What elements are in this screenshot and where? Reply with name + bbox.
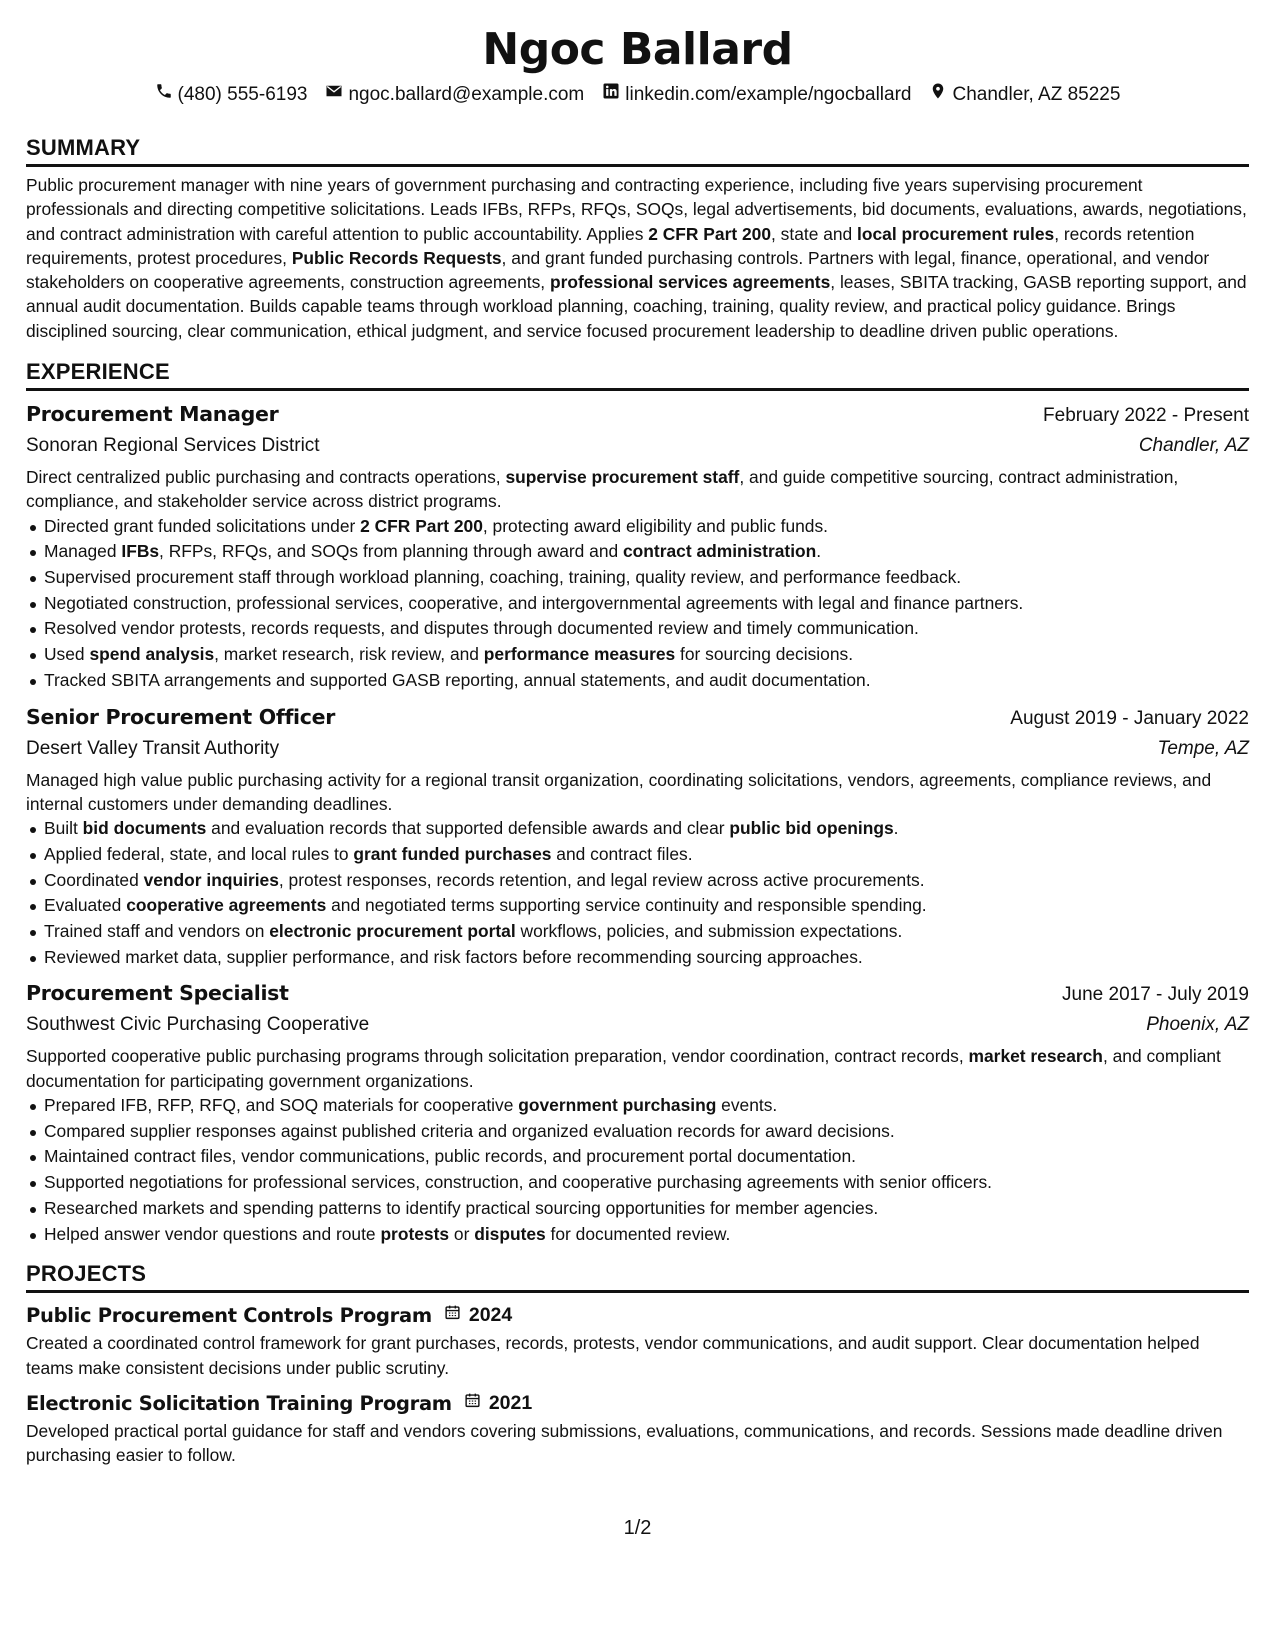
project-description: Developed practical portal guidance for staff and vendors covering submissions, evaluations, communications, and records. Sessions made deadline driven purchasing easier to follow.: [26, 1420, 1223, 1466]
bullet-item: Reviewed market data, supplier performance, and risk factors before recommending sourcing approaches.: [26, 945, 1249, 971]
bold-phrase: bid documents: [82, 818, 207, 839]
bullet-item: Supervised procurement staff through workload planning, coaching, training, quality review, and performance feedback.: [26, 565, 1249, 591]
summary-heading: SUMMARY: [26, 135, 1249, 167]
job-bullets: [26, 1093, 1249, 1247]
linkedin-text[interactable]: linkedin.com/example/ngocballard: [625, 83, 912, 105]
bold-phrase: professional services agreements: [549, 272, 831, 293]
project-year-text: 2024: [468, 1304, 513, 1327]
bullet-item: Managed IFBs, RFPs, RFQs, and SOQs from planning through award and contract administration.: [26, 539, 1249, 565]
job-dates: August 2019 - January 2022: [1010, 707, 1249, 729]
contact-email[interactable]: [325, 82, 584, 107]
job-bullets: [26, 514, 1249, 694]
job-organization: Sonoran Regional Services District: [26, 435, 320, 457]
job-organization: Desert Valley Transit Authority: [26, 737, 280, 759]
contact-linkedin[interactable]: [602, 82, 911, 107]
summary-text: Public procurement manager with nine years of government purchasing and contracting experience, including five years supervising procurement professionals and directing competitive solicitations. Leads IFBs, RFPs, RFQs, SOQs, legal advertisements, bid documents, evaluations, awards, negotiations, and contract administration with careful attention to public accountability. Applies 2 CFR Part 200, state and local procurement rules, records retention requirements, protest procedures, Public Records Requests, and grant funded purchasing controls. Partners with legal, finance, operational, and vendor stakeholders on cooperative agreements, construction agreements, professional services agreements, leases, SBITA tracking, GASB reporting support, and annual audit documentation. Builds capable teams through workload planning, coaching, training, quality review, and practical policy guidance. Brings disciplined sourcing, clear communication, ethical judgment, and service focused procurement leadership to deadline driven public operations.: [26, 175, 1247, 341]
job-location: Chandler, AZ: [1138, 435, 1249, 457]
project-year: [464, 1390, 532, 1417]
bold-phrase: performance measures: [483, 644, 676, 665]
page-number: 1/2: [623, 1517, 652, 1539]
envelope-icon: [325, 82, 343, 107]
job-dates: February 2022 - Present: [1043, 405, 1249, 427]
job-entry: [26, 978, 1249, 1247]
bullet-item: Applied federal, state, and local rules to grant funded purchases and contract files.: [26, 842, 1249, 868]
job-title: Procurement Manager: [26, 402, 279, 427]
bold-phrase: 2 CFR Part 200: [648, 223, 771, 244]
contact-phone: [155, 82, 308, 107]
phone-text: (480) 555-6193: [177, 83, 308, 105]
job-entry: [26, 399, 1249, 694]
job-title: Senior Procurement Officer: [26, 704, 336, 729]
bullet-item: Maintained contract files, vendor communications, public records, and procurement portal documentation.: [26, 1144, 1249, 1170]
bold-phrase: public bid openings: [729, 818, 894, 839]
map-pin-icon: [929, 82, 947, 107]
job-description: Supported cooperative public purchasing programs through solicitation preparation, vendor coordination, contract records, market research, and compliant documentation for participating government organizations.: [26, 1046, 1221, 1091]
bullet-item: Supported negotiations for professional services, construction, and cooperative purchasing agreements with senior officers.: [26, 1170, 1249, 1196]
linkedin-icon: [602, 82, 620, 107]
bullet-item: Compared supplier responses against published criteria and organized evaluation records for award decisions.: [26, 1119, 1249, 1145]
project-entry: [26, 1302, 1249, 1380]
email-text[interactable]: ngoc.ballard@example.com: [348, 83, 585, 105]
bold-phrase: disputes: [474, 1223, 546, 1244]
phone-icon: [155, 82, 173, 107]
job-entry: [26, 702, 1249, 971]
job-location: Phoenix, AZ: [1146, 1014, 1249, 1036]
bold-phrase: protests: [380, 1223, 450, 1244]
project-year-text: 2021: [488, 1391, 533, 1414]
project-year: [444, 1302, 512, 1329]
job-dates: June 2017 - July 2019: [1062, 984, 1249, 1006]
project-entry: [26, 1390, 1249, 1468]
resume-page: [26, 0, 1249, 1467]
bold-phrase: supervise procurement staff: [505, 467, 740, 488]
bold-phrase: 2 CFR Part 200: [360, 515, 483, 536]
bold-phrase: Public Records Requests: [291, 247, 502, 268]
location-text: Chandler, AZ 85225: [952, 83, 1121, 105]
bullet-item: Coordinated vendor inquiries, protest responses, records retention, and legal review across active procurements.: [26, 868, 1249, 894]
job-description: Direct centralized public purchasing and contracts operations, supervise procurement staff, and guide competitive sourcing, contract administration, compliance, and stakeholder service across district programs.: [26, 467, 1179, 512]
projects-heading: PROJECTS: [26, 1261, 1249, 1293]
bullet-item: Built bid documents and evaluation records that supported defensible awards and clear public bid openings.: [26, 816, 1249, 842]
bold-phrase: market research: [968, 1046, 1103, 1067]
contact-location: [929, 82, 1120, 107]
experience-heading: EXPERIENCE: [26, 359, 1249, 391]
bullet-item: Researched markets and spending patterns to identify practical sourcing opportunities for member agencies.: [26, 1196, 1249, 1222]
bullet-item: Helped answer vendor questions and route protests or disputes for documented review.: [26, 1222, 1249, 1248]
bold-phrase: cooperative agreements: [126, 895, 327, 916]
bold-phrase: IFBs: [121, 541, 160, 562]
bullet-item: Evaluated cooperative agreements and negotiated terms supporting service continuity and responsible spending.: [26, 893, 1249, 919]
project-description: Created a coordinated control framework for grant purchases, records, protests, vendor communications, and audit support. Clear documentation helped teams make consistent decisions under public scrutiny.: [26, 1333, 1200, 1378]
job-location: Tempe, AZ: [1157, 737, 1249, 759]
bullet-item: Prepared IFB, RFP, RFQ, and SOQ materials for cooperative government purchasing events.: [26, 1093, 1249, 1119]
project-title: Electronic Solicitation Training Program: [26, 1391, 452, 1415]
bold-phrase: electronic procurement portal: [269, 921, 516, 941]
bullet-item: Used spend analysis, market research, risk review, and performance measures for sourcing decisions.: [26, 642, 1249, 668]
calendar-icon: [444, 1302, 461, 1329]
calendar-icon: [464, 1390, 481, 1417]
bold-phrase: spend analysis: [89, 644, 215, 665]
bullet-item: Directed grant funded solicitations under 2 CFR Part 200, protecting award eligibility and public funds.: [26, 514, 1249, 540]
job-organization: Southwest Civic Purchasing Cooperative: [26, 1014, 370, 1036]
job-title: Procurement Specialist: [26, 981, 289, 1006]
bullet-item: Resolved vendor protests, records requests, and disputes through documented review and timely communication.: [26, 616, 1249, 642]
contact-row: [26, 82, 1249, 107]
bold-phrase: vendor inquiries: [143, 869, 279, 890]
bullet-item: Negotiated construction, professional services, cooperative, and intergovernmental agreements with legal and finance partners.: [26, 591, 1249, 617]
job-description: Managed high value public purchasing activity for a regional transit organization, coordinating solicitations, vendors, agreements, compliance reviews, and internal customers under demanding deadlines.: [26, 769, 1212, 814]
bullet-item: Trained staff and vendors on electronic procurement portal workflows, policies, and submission expectations.: [26, 919, 1249, 945]
bold-phrase: government purchasing: [518, 1095, 717, 1115]
bold-phrase: grant funded purchases: [353, 843, 552, 864]
project-title: Public Procurement Controls Program: [26, 1304, 432, 1328]
bold-phrase: local procurement rules: [857, 223, 1055, 244]
bullet-item: Tracked SBITA arrangements and supported GASB reporting, annual statements, and audit documentation.: [26, 668, 1249, 694]
candidate-name: Ngoc Ballard: [482, 24, 793, 75]
bold-phrase: contract administration: [623, 541, 817, 562]
job-bullets: [26, 816, 1249, 970]
